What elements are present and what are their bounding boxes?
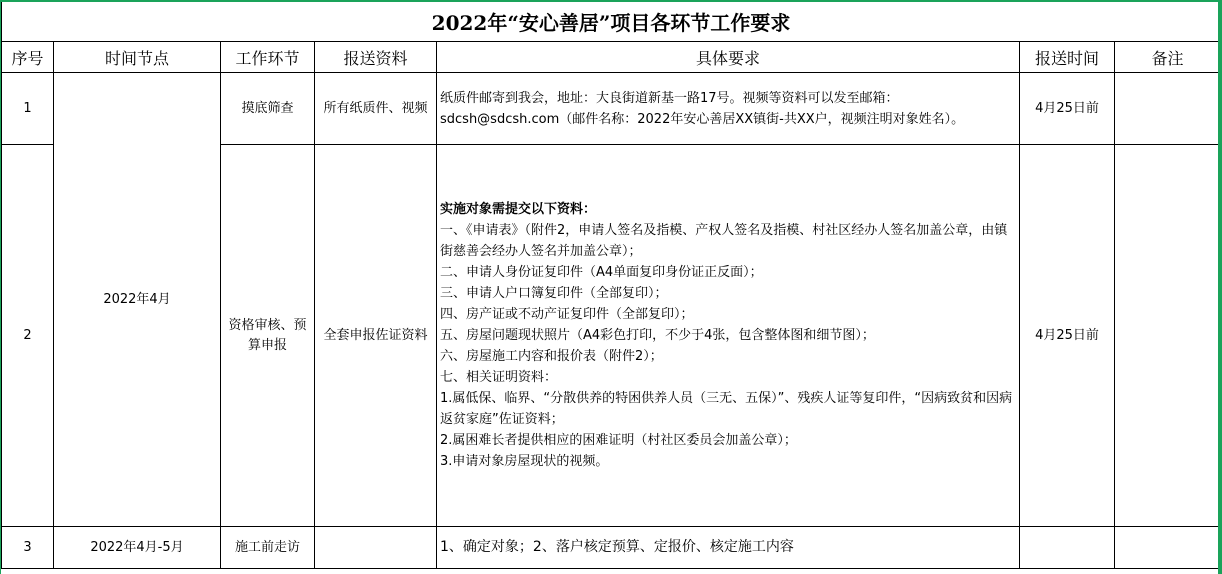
window-right-edge [1218,0,1222,574]
requirement-line: 七、相关证明资料： [440,370,558,385]
header-no[interactable]: 序号 [2,42,54,73]
row-no[interactable]: 1 [2,73,54,145]
row-step[interactable]: 资格审核、预算申报 [221,145,315,527]
row-deadline[interactable]: 4月25日前 [1020,73,1115,145]
requirement-line: 二、申请人身份证复印件（A4单面复印身份证正反面）； [440,265,763,280]
header-row [2,42,1221,73]
table-row [2,73,1221,145]
row-time-merged[interactable]: 2022年4月 [54,73,221,527]
row-step[interactable]: 施工前走访 [221,527,315,569]
window-top-edge [0,0,1222,2]
row-deadline[interactable]: 4月25日前 [1020,145,1115,527]
row-materials[interactable] [315,527,437,569]
requirement-line: 1.属低保、临界、“分散供养的特困供养人员（三无、五保）”、残疾人证等复印件，“因病致贫和因病返贫家庭”佐证资料； [440,391,1013,427]
table-row [2,527,1221,569]
row-no[interactable]: 2 [2,145,54,527]
requirement-line: 三、申请人户口簿复印件（全部复印）； [440,286,668,301]
header-materials[interactable]: 报送资料 [315,42,437,73]
row-deadline[interactable] [1020,527,1115,569]
row-materials[interactable]: 全套申报佐证资料 [315,145,437,527]
requirement-line: 3.申请对象房屋现状的视频。 [440,454,609,469]
requirement-lead: 实施对象需提交以下资料： [440,202,597,217]
row-requirement[interactable]: 纸质件邮寄到我会，地址：大良街道新基一路17号。视频等资料可以发至邮箱：sdcsh@sdcsh.com（邮件名称：2022年安心善居XX镇街-共XX户，视频注明对象姓名）。 [437,73,1020,145]
header-deadline[interactable]: 报送时间 [1020,42,1115,73]
window-left-edge [0,0,1,574]
row-time[interactable]: 2022年4月-5月 [54,527,221,569]
requirement-line: 五、房屋问题现状照片（A4彩色打印，不少于4张，包含整体图和细节图）； [440,328,875,343]
header-note[interactable]: 备注 [1115,42,1221,73]
requirement-line: 2.属困难长者提供相应的困难证明（村社区委员会加盖公章）； [440,433,797,448]
row-note[interactable] [1115,527,1221,569]
header-requirement[interactable]: 具体要求 [437,42,1020,73]
row-requirement[interactable]: 1、确定对象；2、落户核定预算、定报价、核定施工内容 [437,527,1020,569]
row-materials[interactable]: 所有纸质件、视频 [315,73,437,145]
header-time[interactable]: 时间节点 [54,42,221,73]
row-note[interactable] [1115,145,1221,527]
header-step[interactable]: 工作环节 [221,42,315,73]
row-no[interactable]: 3 [2,527,54,569]
requirement-line: 四、房产证或不动产证复印件（全部复印）； [440,307,694,322]
requirements-sheet [1,0,1221,569]
sheet-title[interactable]: 2022年“安心善居”项目各环节工作要求 [2,1,1221,42]
requirement-line: 六、房屋施工内容和报价表（附件2）； [440,349,663,364]
row-note[interactable] [1115,73,1221,145]
requirement-line: 一、《申请表》（附件2，申请人签名及指模、产权人签名及指模、村社区经办人签名加盖公章，由镇街慈善会经办人签名并加盖公章）； [440,223,1008,259]
row-step[interactable]: 摸底筛查 [221,73,315,145]
row-requirement[interactable] [437,145,1020,527]
